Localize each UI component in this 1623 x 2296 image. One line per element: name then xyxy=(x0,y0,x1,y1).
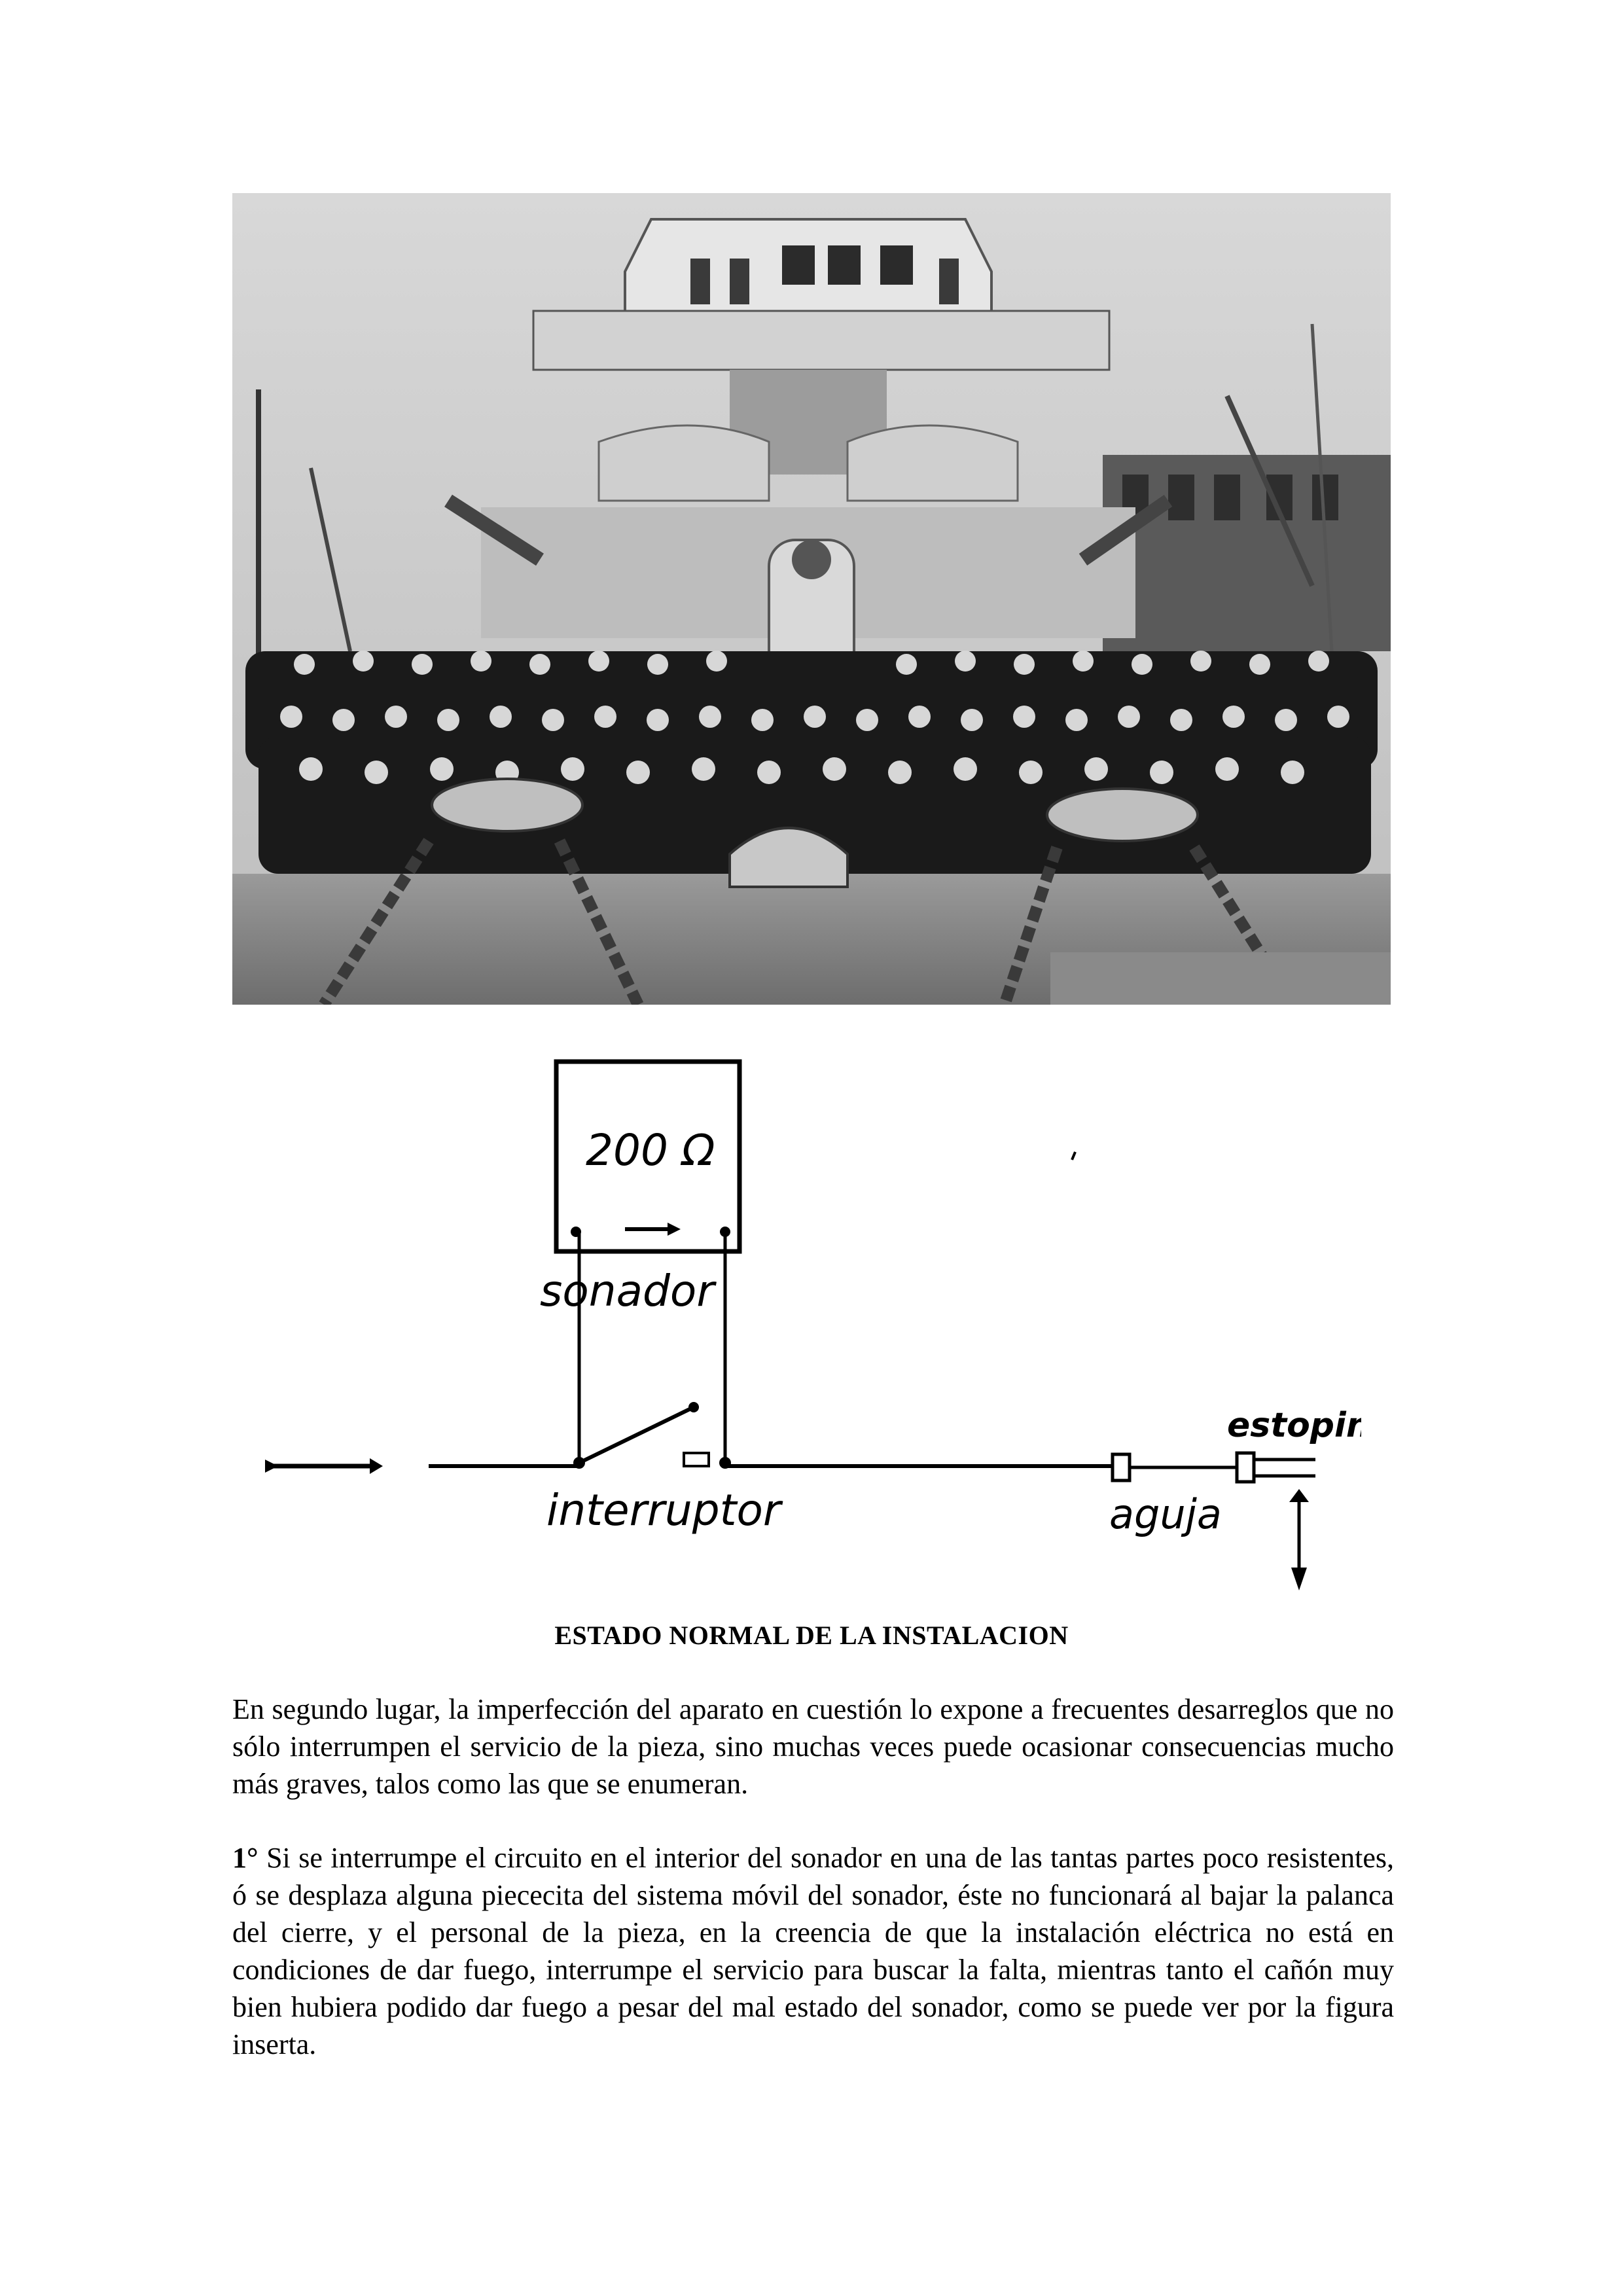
circuit-drawing xyxy=(249,1041,1361,1604)
paragraph-1: En segundo lugar, la imperfección del aparato en cuestión lo expone a frecuentes desarreglos que no sólo interrumpen el servicio de la pieza, sino muchas veces puede ocasionar consecuencias mucho más graves, talos como las que se enumeran. xyxy=(232,1693,1394,1800)
resistance-label: 200 Ω xyxy=(586,1125,715,1175)
paragraph-2 xyxy=(232,1839,1394,2063)
paragraph-2-number: 1° xyxy=(232,1842,259,1874)
estopin-label: estopin xyxy=(1227,1406,1361,1445)
interruptor-switch xyxy=(579,1407,694,1463)
paragraph-2-text: Si se interrumpe el circuito en el interior del sonador en una de las tantas partes poco resistentes, ó se desplaza alguna piececita del sistema móvil del sonador, éste no funcionará al bajar la palanca del cierre, y el personal de la pieza, en la creencia de que la instalación eléctrica no está en condiciones de dar fuego, interrumpe el servicio para buscar la falta, mientras tanto el cañón muy bien hubiera podido dar fuego a pesar del mal estado del sonador, como se puede ver por la figura inserta. xyxy=(232,1842,1395,2060)
photo-drawing xyxy=(232,193,1391,1005)
aguja-symbol xyxy=(1113,1454,1130,1480)
crew-photograph xyxy=(232,193,1391,1005)
figure-caption: ESTADO NORMAL DE LA INSTALACION xyxy=(554,1621,1069,1650)
aguja-label: aguja xyxy=(1109,1490,1222,1538)
circuit-diagram xyxy=(249,1041,1361,1604)
interruptor-label: interruptor xyxy=(546,1485,781,1535)
sonador-label: sonador xyxy=(540,1266,715,1316)
estopin-symbol xyxy=(1237,1453,1254,1482)
